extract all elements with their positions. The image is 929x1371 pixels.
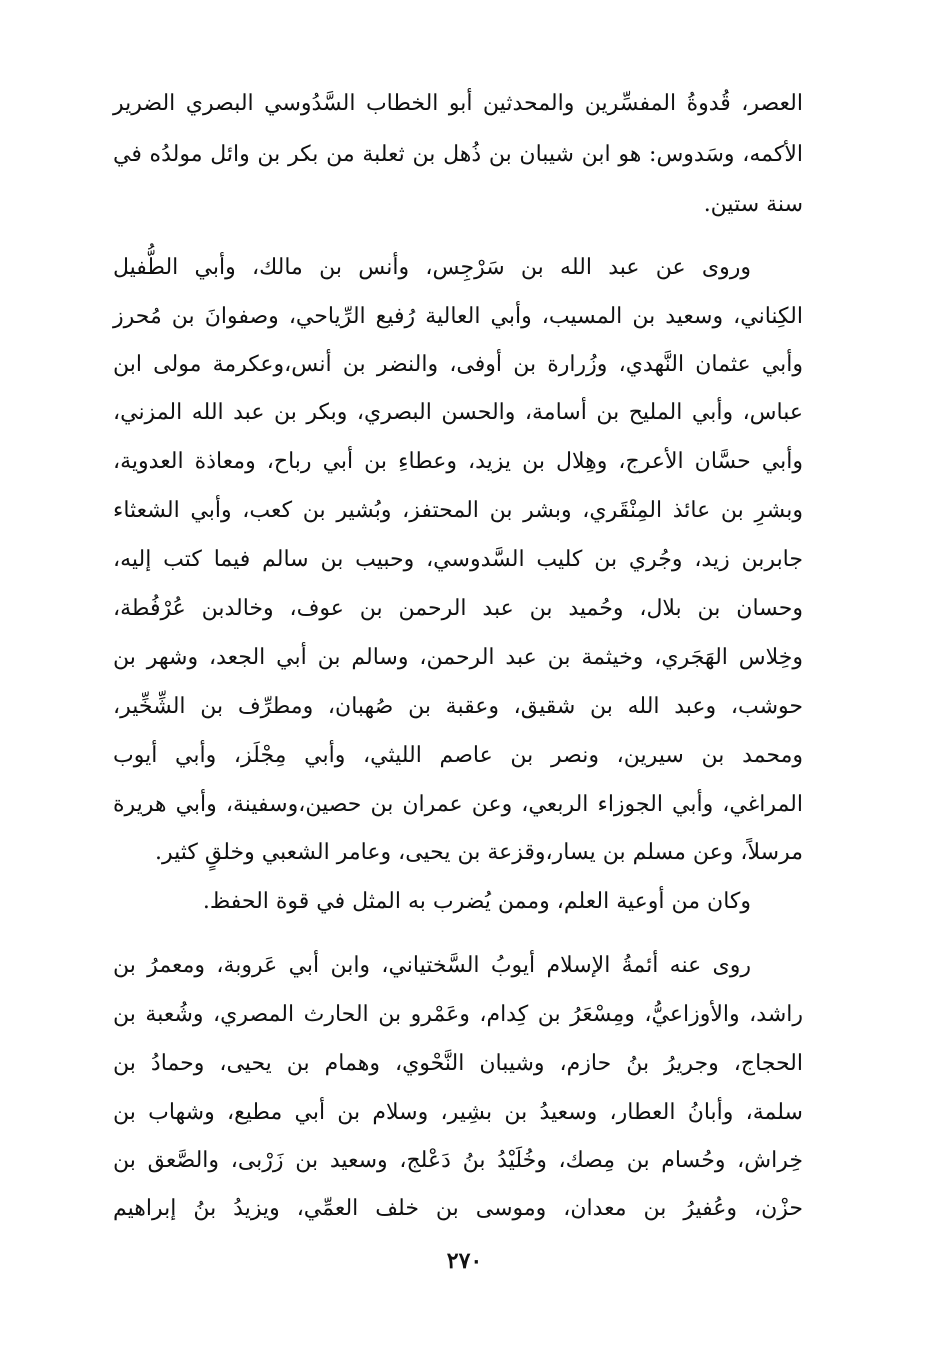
text-line: وحسان بن بلال، وحُميد بن عبد الرحمن بن عوف، وخالدبن عُرْفُطة، xyxy=(113,596,803,621)
text-line: وأبي عثمان النَّهدي، وزُرارة بن أوفى، والنضر بن أنس،وعكرمة مولى ابن xyxy=(113,352,803,377)
text-line: الحجاج، وجريرُ بنُ حازم، وشيبان النَّحْوي، وهمام بن يحيى، وحمادُ بن xyxy=(113,1051,803,1076)
text-line: وكان من أوعية العلم، وممن يُضرب به المثل في قوة الحفظ. xyxy=(202,889,751,914)
text-line: الكِناني، وسعيد بن المسيب، وأبي العالية رُفيع الرِّياحي، وصفوانَ بن مُحرز xyxy=(113,304,804,329)
text-line: عباس، وأبي المليح بن أسامة، والحسن البصري، وبكر بن عبد الله المزني، xyxy=(113,400,803,425)
page-number: ٢٧٠ xyxy=(446,1248,483,1274)
text-line: حوشب، وعبد الله بن شقيق، وعقبة بن صُهبان، ومطرِّف بن الشِّخِّير، xyxy=(113,694,803,719)
text-line: سلمة، وأبانُ العطار، وسعيدُ بن بشِير، وسلام بن أبي مطيع، وشهاب بن xyxy=(113,1100,803,1125)
text-line: وخِلاس الهَجَري، وخيثمة بن عبد الرحمن، وسالم بن أبي الجعد، وشهر بن xyxy=(113,645,803,670)
text-line: المراغي، وأبي الجوزاء الربعي، وعن عمران بن حصين،وسفينة، وأبي هريرة xyxy=(113,792,803,817)
text-line: العصر، قُدوةُ المفسِّرين والمحدثين أبو الخطاب السَّدُوسي البصري الضرير xyxy=(113,91,803,116)
text-line: ومحمد بن سيرين، ونصر بن عاصم الليثي، وأبي مِجْلَز، وأبي أيوب xyxy=(113,743,803,768)
text-line: جابربن زيد، وجُري بن كليب السَّدوسي، وحبيب بن سالم فيما كتب إليه، xyxy=(113,547,803,572)
text-line: روى عنه أئمةُ الإسلام أيوبُ السَّختياني، وابن أبي عَروبة، ومعمرُ بن xyxy=(113,953,751,978)
text-line: الأكمه، وسَدوس: هو ابن شيبان بن ذُهل بن ثعلبة من بكر بن وائل مولدُه في xyxy=(113,142,803,167)
text-line: وبشرِ بن عائذ المِنْقَري، وبشر بن المحتفز، وبُشير بن كعب، وأبي الشعثاء xyxy=(113,498,803,523)
text-line: سنة ستين. xyxy=(703,192,803,217)
text-line: خِراش، وحُسام بن مِصك، وخُلَيْدُ بنُ دَعْلج، وسعيد بن زَرْبى، والصَّعق بن xyxy=(113,1148,803,1173)
text-line: وروى عن عبد الله بن سَرْجِس، وأنس بن مالك، وأبي الطُّفيل xyxy=(113,255,751,280)
text-line: حزْن، وعُفيرُ بن معدان، وموسى بن خلف العمِّي، ويزيدُ بنُ إبراهيم xyxy=(113,1196,803,1221)
text-line: وأبي حسَّان الأعرج، وهِلال بن يزيد، وعطاءِ بن أبي رباح، ومعاذة العدوية، xyxy=(113,449,803,474)
text-line: راشد، والأوزاعيُّ، ومِسْعَرُ بن كِدام، وعَمْرو بن الحارث المصري، وشُعبة بن xyxy=(113,1002,803,1027)
text-line: مرسلاً، وعن مسلم بن يسار،وقزعة بن يحيى، وعامر الشعبي وخلقٍ كثير. xyxy=(154,840,803,865)
